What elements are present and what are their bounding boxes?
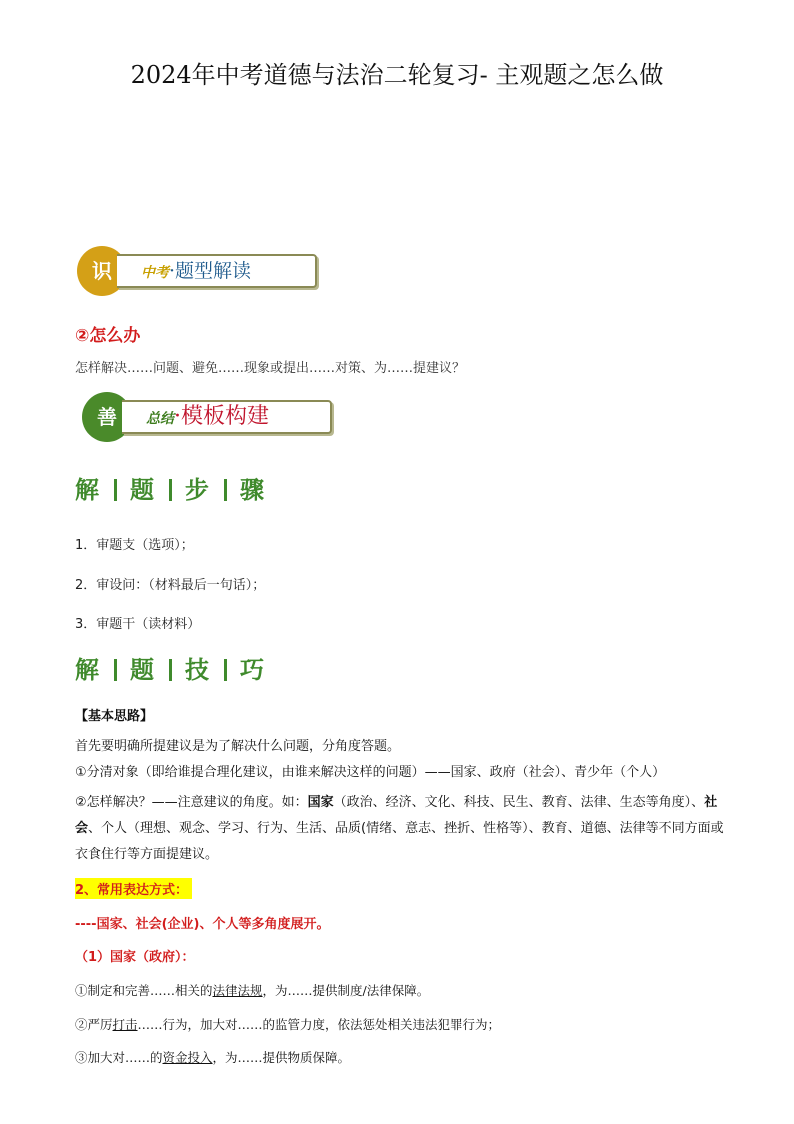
heading-char: 解	[75, 475, 101, 504]
country-subheading: （1）国家（政府）：	[75, 950, 195, 965]
separator-bar	[169, 659, 172, 681]
paragraph: 首先要明确所提建议是为了解决什么问题，分角度答题。	[75, 739, 401, 754]
text-run: ②怎样解决？——注意建议的角度。如：	[75, 795, 308, 810]
heading-char: 骤	[240, 475, 266, 504]
banner-tag	[122, 400, 332, 434]
banner-badge-icon: 善	[82, 392, 132, 442]
step-item: 3．审题干（读材料）	[75, 617, 201, 632]
bold-term: 社会	[75, 795, 718, 836]
banner-tag-big: ·题型解读	[169, 260, 252, 282]
underlined-term: 法律法规	[212, 983, 263, 998]
steps-heading	[75, 470, 266, 505]
document-title: 2024年中考道德与法治二轮复习- 主观题之怎么做	[130, 61, 664, 89]
text-run: ①制定和完善……相关的	[75, 983, 213, 998]
separator-bar	[114, 659, 117, 681]
expression-item	[75, 1015, 500, 1033]
banner-tag-small: 中考	[141, 265, 169, 281]
text-run: ②严厉	[75, 1017, 113, 1032]
text-run: 、个人（理想、观念、学习、行为、生活、品质(情绪、意志、挫折、性格等）、教育、道德、法律等不同方面或衣食住行等方面提建议。	[75, 821, 724, 862]
heading-char: 解	[75, 655, 101, 684]
text-run: ③加大对……的	[75, 1050, 163, 1065]
step-item: 2．审设问：（材料最后一句话）；	[75, 578, 266, 593]
underlined-term: 资金投入	[162, 1050, 213, 1065]
step-item: 1．审题支（选项）；	[75, 538, 194, 553]
heading-char: 步	[185, 475, 211, 504]
banner-tag	[117, 254, 317, 288]
multi-angle-note: ----国家、社会(企业)、个人等多角度展开。	[75, 917, 330, 932]
question-pattern: 怎样解决……问题、避免……现象或提出……对策、为……提建议？	[75, 361, 466, 376]
text-run: ……行为，加大对……的监管力度，依法惩处相关违法犯罪行为；	[137, 1017, 501, 1032]
paragraph	[75, 790, 725, 868]
text-run: ，为……提供物质保障。	[212, 1050, 351, 1065]
bold-term: 国家	[307, 795, 334, 810]
heading-char: 技	[185, 655, 211, 684]
separator-bar	[224, 659, 227, 681]
heading-char: 题	[130, 475, 156, 504]
heading-char: 巧	[240, 655, 266, 684]
basic-approach-label: 【基本思路】	[75, 709, 154, 724]
tips-heading	[75, 650, 266, 685]
text-run: ，为……提供制度/法律保障。	[262, 983, 430, 998]
separator-bar	[224, 479, 227, 501]
underlined-term: 打击	[112, 1017, 138, 1032]
banner-badge-icon: 识	[77, 246, 127, 296]
separator-bar	[114, 479, 117, 501]
expression-item	[75, 1048, 350, 1066]
highlighted-label: 2、常用表达方式：	[75, 878, 192, 899]
banner-tag-big: ·模板构建	[174, 404, 269, 429]
paragraph: ①分清对象（即给谁提合理化建议，由谁来解决这样的问题）——国家、政府（社会）、青少年（个人）	[75, 765, 666, 780]
heading-char: 题	[130, 655, 156, 684]
section-heading: ②怎么办	[75, 326, 141, 346]
text-run: （政治、经济、文化、科技、民生、教育、法律、生态等角度）、	[333, 795, 705, 810]
banner-tag-small: 总结	[146, 411, 174, 427]
expression-item	[75, 981, 429, 999]
separator-bar	[169, 479, 172, 501]
